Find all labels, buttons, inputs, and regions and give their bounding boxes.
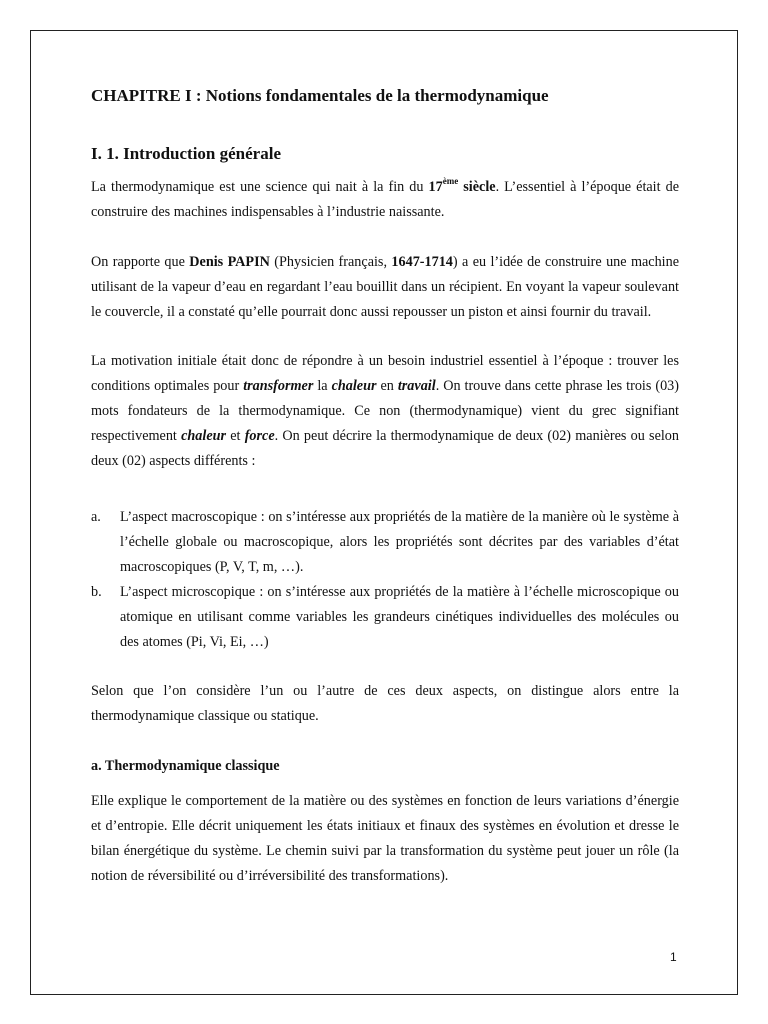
page-number: 1 <box>670 950 677 964</box>
p3-text-3: en <box>376 378 398 394</box>
p1-text-2: . L’essentiel à l’époque était de construire des machines indispensables à l’industrie naissante. <box>91 179 679 220</box>
p3-text-5: et <box>226 428 245 444</box>
paragraph-papin <box>91 250 679 325</box>
list-item-text: L’aspect macroscopique : on s’intéresse aux propriétés de la matière de la manière où le système à l’échelle globale ou macroscopique, alors les propriétés sont décrites par des variables d’état macroscopiques (P, V, T, m, …). <box>120 509 679 575</box>
p3-emphasis-chaleur-2: chaleur <box>181 428 227 444</box>
p3-text-1: La motivation initiale était donc de répondre à un besoin industriel essentiel à l’époque : trouver les conditions optimales pour <box>91 353 679 394</box>
p2-text-2: (Physicien français, <box>269 254 392 270</box>
p3-text-6: . On peut décrire la thermodynamique de deux (02) manières ou selon deux (02) aspects différents : <box>91 428 679 469</box>
p3-emphasis-transformer: transformer <box>243 378 314 394</box>
p1-text-1: La thermodynamique est une science qui nait à la fin du <box>91 179 429 195</box>
paragraph-intro <box>91 175 679 225</box>
list-marker: a. <box>91 509 101 525</box>
paragraph-aspects-conclusion: Selon que l’on considère l’un ou l’autre de ces deux aspects, on distingue alors entre la thermodynamique classique ou statique. <box>91 683 679 724</box>
paragraph-classical-thermo: Elle explique le comportement de la matière ou des systèmes en fonction de leurs variations d’énergie et d’entropie. Elle décrit uniquement les états initiaux et finaux des systèmes en évolution et dresse le bilan énergétique du système. Le chemin suivi par la transformation du système peut jouer un rôle (la notion de réversibilité ou d’irréversibilité des transformations). <box>91 793 679 884</box>
p1-century-sup: ème <box>442 176 459 187</box>
p3-emphasis-force: force <box>244 428 275 444</box>
p3-text-4: . On trouve dans cette phrase les trois (03) mots fondateurs de la thermodynamique. Ce non (thermodynamique) vient du grec signifiant respectivement <box>91 378 679 444</box>
p3-emphasis-travail: travail <box>397 378 436 394</box>
p1-century-word: siècle <box>458 179 496 195</box>
paragraph-motivation <box>91 349 679 474</box>
p1-century <box>428 176 496 195</box>
p3-text-2: la <box>313 378 332 394</box>
section-title: I. 1. Introduction générale <box>91 144 281 163</box>
p2-name: Denis PAPIN <box>189 254 270 270</box>
list-marker: b. <box>91 584 102 600</box>
p2-text-1: On rapporte que <box>91 254 190 270</box>
p2-dates: 1647-1714 <box>391 254 453 270</box>
list-item-text: L’aspect microscopique : on s’intéresse aux propriétés de la matière à l’échelle microscopique ou atomique en utilisant comme variables les grandeurs cinétiques individuelles des molécules ou des atomes (Pi, Vi, Ei, …) <box>120 584 679 650</box>
p1-century-number: 17 <box>428 179 443 195</box>
chapter-title: CHAPITRE I : Notions fondamentales de la thermodynamique <box>91 86 549 105</box>
p2-text-3: ) a eu l’idée de construire une machine utilisant de la vapeur d’eau en regardant l’eau bouillit dans un récipient. En voyant la vapeur soulevant le couvercle, il a constaté qu’elle pourrait donc aussi repousser un piston et ainsi fournir du travail. <box>91 254 680 320</box>
subsection-title: a. Thermodynamique classique <box>91 758 280 774</box>
p3-emphasis-chaleur: chaleur <box>331 378 377 394</box>
